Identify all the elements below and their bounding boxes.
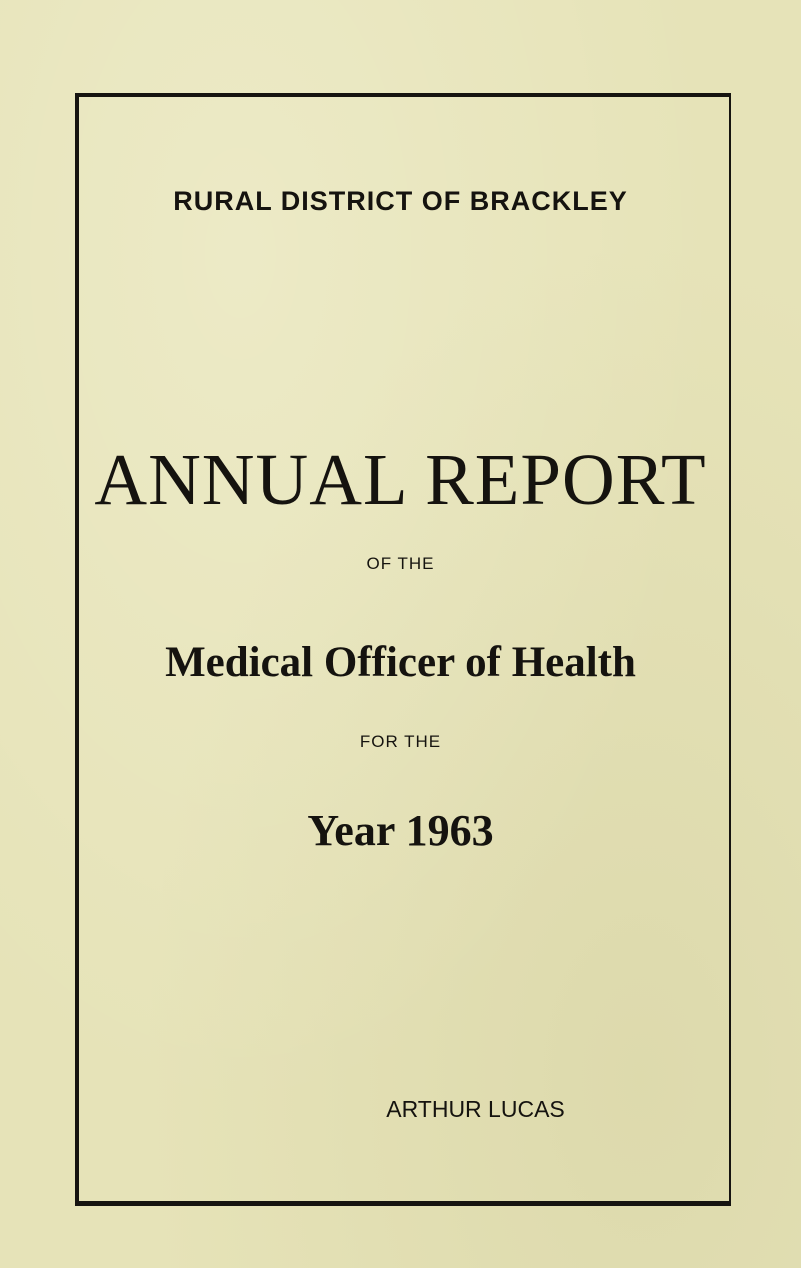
report-subject: Medical Officer of Health — [165, 639, 636, 686]
report-year: Year 1963 — [307, 806, 494, 855]
of-the-caption: OF THE — [366, 554, 435, 573]
report-title: ANNUAL REPORT — [94, 439, 707, 520]
author-name: ARTHUR LUCAS — [386, 1096, 565, 1122]
for-the-caption: FOR THE — [359, 732, 442, 751]
district-heading: RURAL DISTRICT OF BRACKLEY — [173, 186, 628, 216]
